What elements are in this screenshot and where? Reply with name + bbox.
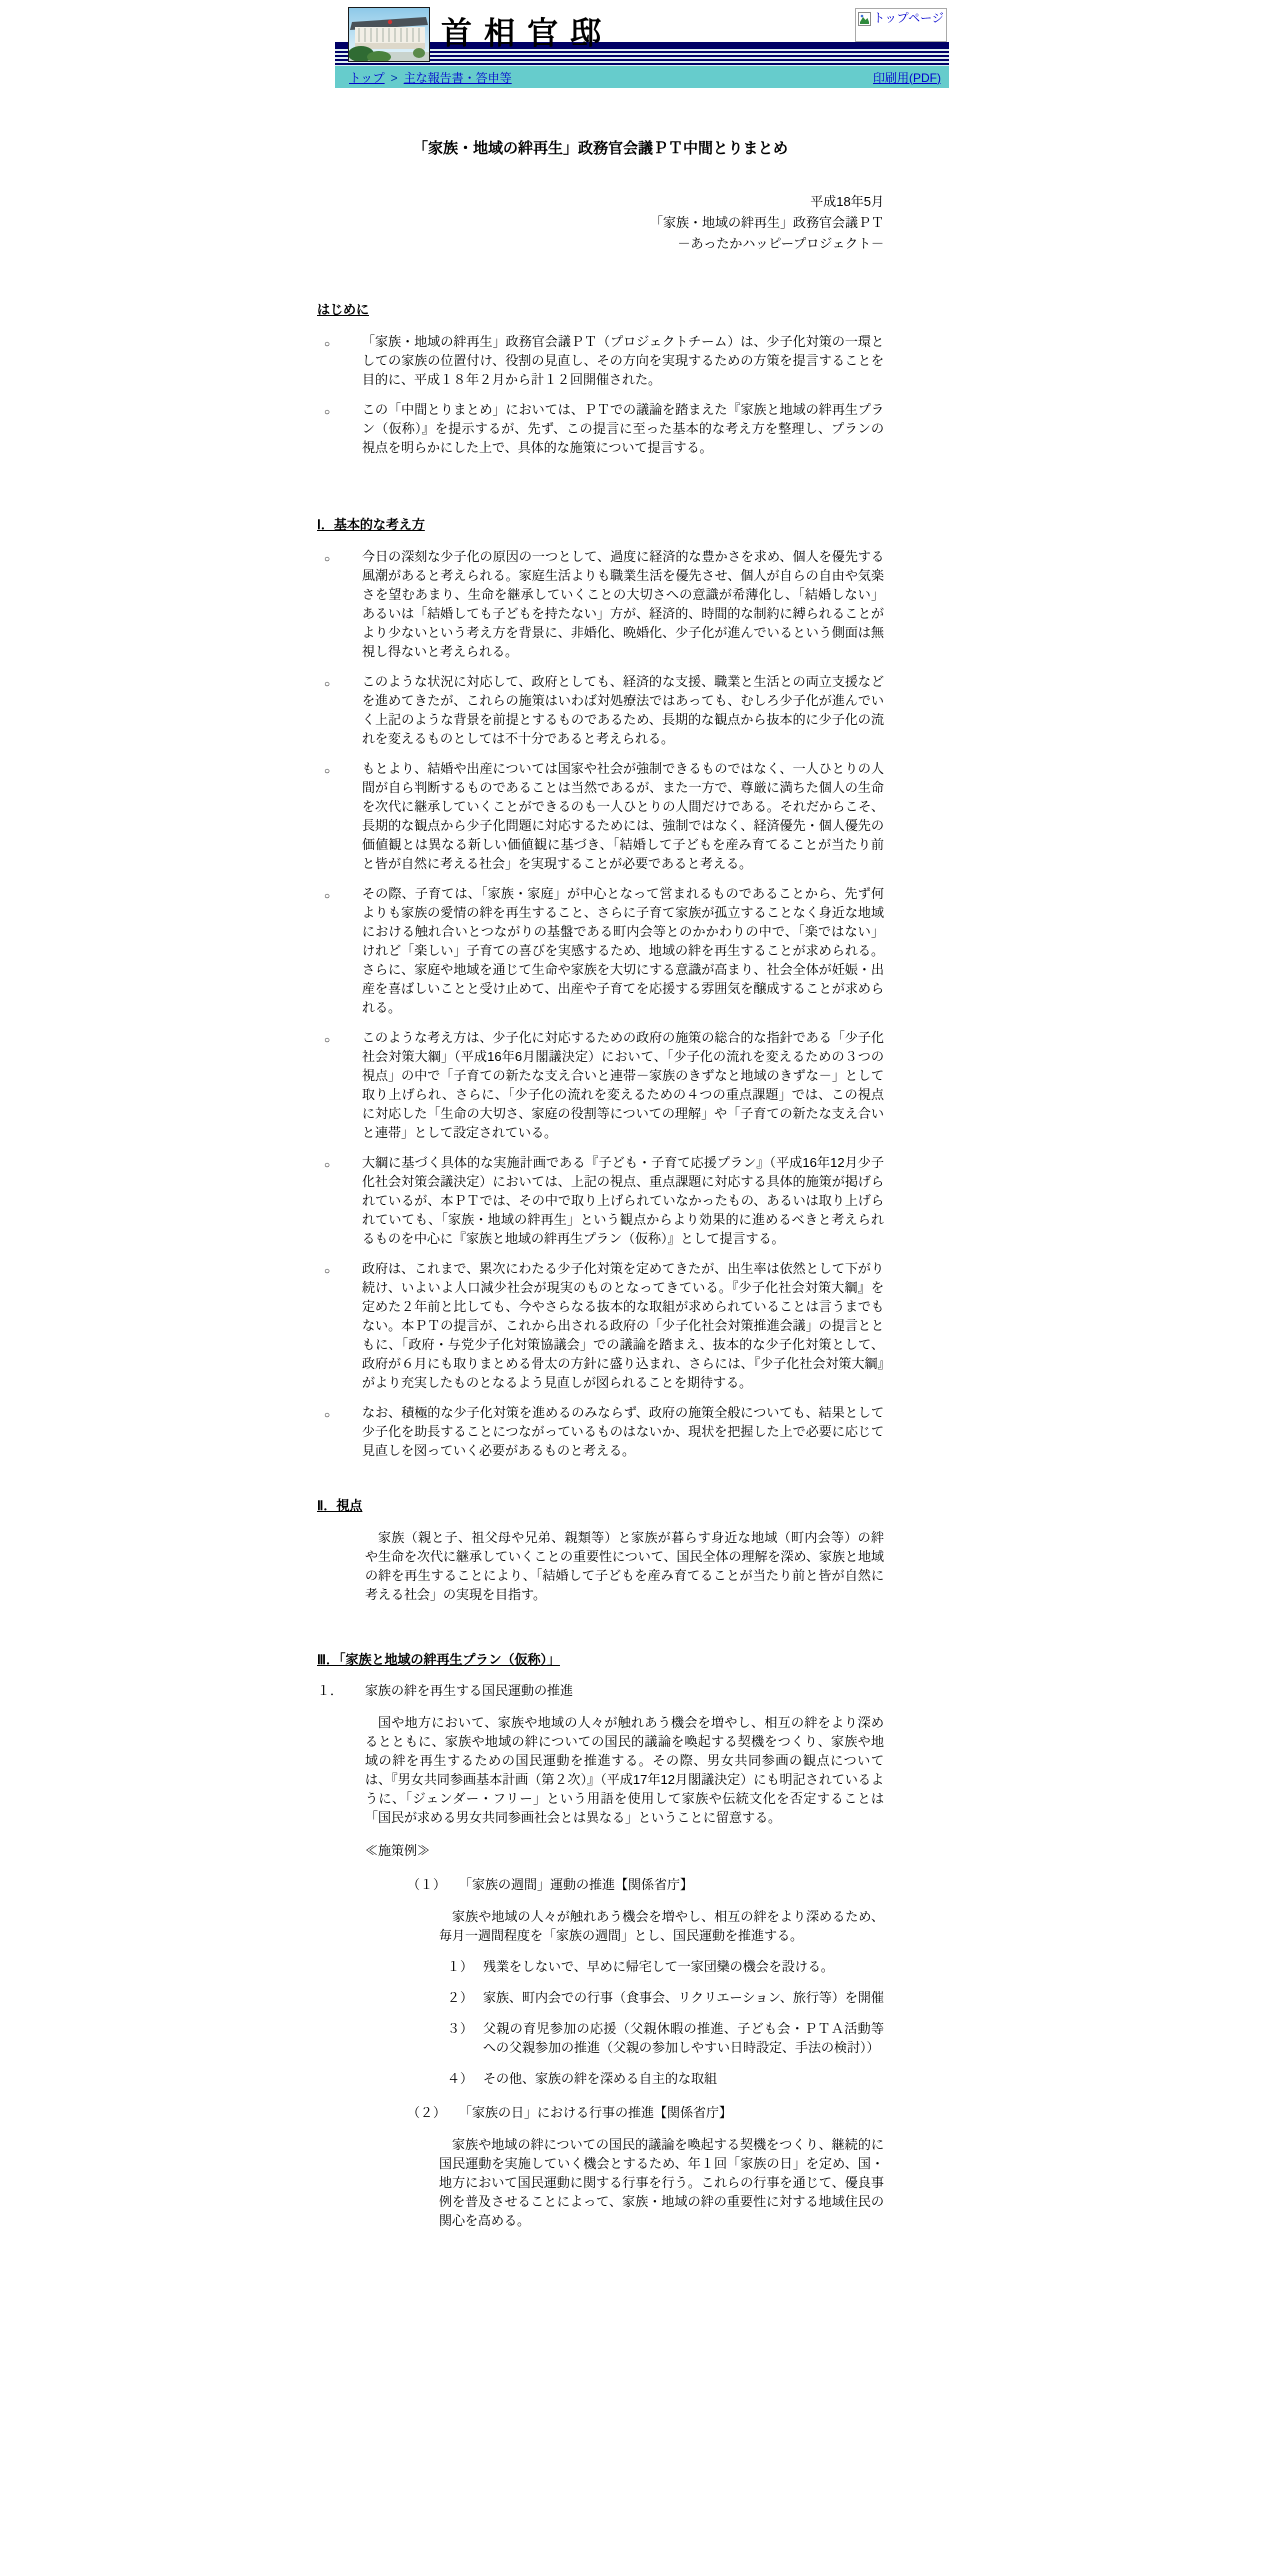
- example-2-number: （２）: [407, 2105, 447, 2120]
- list-item-number: １）: [447, 1959, 474, 1974]
- example-2-title: 「家族の日」における行事の推進【関係省庁】: [459, 2105, 733, 2120]
- list-item-text: 残業をしないで、早めに帰宅して一家団欒の機会を設ける。: [483, 1959, 834, 1974]
- example-1-paragraph: 家族や地域の人々が触れあう機会を増やし、相互の絆をより深めるため、毎月一週間程度を「家族の週間」とし、国民運動を推進する。: [439, 1909, 884, 1943]
- list-item-text: 父親の育児参加の応援（父親休暇の推進、子ども会・ＰＴＡ活動等への父親参加の推進（父親の参加しやすい日時設定、手法の検討））: [483, 2021, 884, 2055]
- bullet-marker: ○: [324, 339, 331, 350]
- byline: [317, 191, 884, 254]
- bullet-text: 「家族・地域の絆再生」政務官会議ＰＴ（プロジェクトチーム）は、少子化対策の一環としての家族の位置付け、役割の見直し、その方向を実現するための方策を提言することを目的に、平成１８年２月から計１２回開催された。: [362, 334, 884, 387]
- byline-author: 「家族・地域の絆再生」政務官会議ＰＴ: [649, 215, 884, 230]
- section3-item1-paragraph: 国や地方において、家族や地域の人々が触れあう機会を増やし、相互の絆をより深めるとともに、家族や地域の絆についての国民的議論を喚起する契機をつくり、家族や地域の絆を再生するための国民運動を推進する。その際、男女共同参画の観点については、『男女共同参画基本計画（第２次）』（平成17年12月閣議決定）にも明記されているように、「ジェンダー・フリー」という用語を使用して家族や伝統文化を否定することは「国民が求める男女共同参画社会とは異なる」ということに留意する。: [365, 1715, 884, 1825]
- examples-label: ≪施策例≫: [365, 1843, 431, 1858]
- bullet-marker: ○: [324, 766, 331, 777]
- example-1-list-item: [317, 1988, 884, 2007]
- bullet-marker: ○: [324, 1266, 331, 1277]
- kantei-building-photo: [349, 8, 429, 61]
- list-item-number: ４）: [447, 2071, 474, 2086]
- top-page-link[interactable]: [855, 8, 947, 42]
- example-2-paragraph: 家族や地域の絆についての国民的議論を喚起する契機をつくり、継続的に国民運動を実施していく機会とするため、年１回「家族の日」を定め、国・地方において国民運動に関する行事を行う。これらの行事を通じて、優良事例を普及させることによって、家族・地域の絆の重要性に対する地域住民の関心を高める。: [439, 2137, 884, 2228]
- bullet-marker: ○: [324, 891, 331, 902]
- bullet-text: もとより、結婚や出産については国家や社会が強制できるものではなく、一人ひとりの人間が自ら判断するものであることは当然であるが、また一方で、尊厳に満ちた個人の生命を次代に継承していくことができるのも一人ひとりの人間だけである。それだからこそ、長期的な観点から少子化問題に対応するためには、強制ではなく、経済優先・個人優先の価値観とは異なる新しい価値観に基づき、「結婚して子どもを産み育てることが当たり前と皆が自然に考える社会」を実現することが必要であると考える。: [362, 761, 884, 871]
- list-item-number: ２）: [447, 1990, 474, 2005]
- bullet-marker: ○: [324, 1035, 331, 1046]
- byline-project: －あったかハッピープロジェクト－: [677, 236, 884, 251]
- bullet-item: [317, 1259, 884, 1392]
- heading-section3: Ⅲ．「家族と地域の絆再生プラン（仮称）」: [317, 1652, 560, 1667]
- print-pdf-link[interactable]: 印刷用(PDF): [873, 70, 941, 85]
- bullet-marker: ○: [324, 1160, 331, 1171]
- example-1-list-item: [317, 2019, 884, 2057]
- bullet-item: [317, 332, 884, 389]
- section3-item1-number: １．: [317, 1683, 344, 1698]
- example-1-heading: [317, 1875, 884, 1894]
- breadcrumb-current-link[interactable]: 主な報告書・答申等: [403, 70, 512, 85]
- list-item-text: その他、家族の絆を深める自主的な取組: [483, 2071, 718, 2086]
- bullet-text: この「中間とりまとめ」においては、ＰＴでの議論を踏まえた『家族と地域の絆再生プラン（仮称）』を提示するが、先ず、この提言に至った基本的な考え方を整理し、プランの視点を明らかにした上で、具体的な施策について提言する。: [362, 402, 884, 455]
- example-1-number: （１）: [407, 1877, 447, 1892]
- example-1-list-item: [317, 1957, 884, 1976]
- bullet-item: [317, 1153, 884, 1248]
- example-1-title: 「家族の週間」運動の推進【関係省庁】: [459, 1877, 694, 1892]
- bullet-marker: ○: [324, 1410, 331, 1421]
- bullet-text: なお、積極的な少子化対策を進めるのみならず、政府の施策全般についても、結果として少子化を助長することにつながっているものはないか、現状を把握した上で必要に応じて見直しを図っていく必要があるものと考える。: [362, 1405, 884, 1458]
- site-title: 首相官邸: [441, 16, 613, 51]
- bullet-marker: ○: [324, 554, 331, 565]
- bullet-item: [317, 759, 884, 873]
- byline-date: 平成18年5月: [810, 194, 884, 209]
- breadcrumb-separator: >: [390, 70, 398, 85]
- bullet-text: 今日の深刻な少子化の原因の一つとして、過度に経済的な豊かさを求め、個人を優先する風潮があると考えられる。家庭生活よりも職業生活を優先させ、個人が自らの自由や気楽さを望むあまり、生命を継承していくことの大切さへの意識が希薄化し、「結婚しない」あるいは「結婚しても子どもを持たない」方が、経済的、時間的な制約に縛られることがより少ないという考え方を背景に、非婚化、晩婚化、少子化が進んでいるという側面は無視し得ないと考えられる。: [362, 549, 884, 659]
- heading-intro: はじめに: [317, 302, 370, 317]
- list-item-number: ３）: [447, 2021, 474, 2036]
- top-page-link-label[interactable]: トップページ: [873, 11, 944, 25]
- site-header: [335, 0, 949, 51]
- kantei-building-logo[interactable]: [348, 7, 430, 62]
- bullet-text: 政府は、これまで、累次にわたる少子化対策を定めてきたが、出生率は依然として下がり続け、いよいよ人口減少社会が現実のものとなってきている。『少子化社会対策大綱』を定めた２年前と比しても、今やさらなる抜本的な取組が求められていることは言うまでもない。本ＰＴの提言が、これから出される政府の「少子化社会対策推進会議」の提言とともに、「政府・与党少子化対策協議会」での議論を踏まえ、抜本的な少子化対策として、政府が６月にも取りまとめる骨太の方針に盛り込まれ、さらには、『少子化社会対策大綱』がより充実したものとなるよう見直しが図られることを期待する。: [362, 1261, 884, 1390]
- bullet-text: その際、子育ては、「家族・家庭」が中心となって営まれるものであることから、先ず何よりも家族の愛情の絆を再生すること、さらに子育て家族が孤立することなく身近な地域における触れ合いとつながりの基盤である町内会等とのかかわりの中で、「楽ではない」けれど「楽しい」子育ての喜びを実感するため、地域の絆を再生することが求められる。さらに、家庭や地域を通じて生命や家族を大切にする意識が高まり、社会全体が妊娠・出産を喜ばしいことと受け止めて、出産や子育てを応援する雰囲気を醸成することが求められる。: [362, 886, 884, 1015]
- heading-section2: Ⅱ．視点: [317, 1498, 363, 1513]
- bullet-item: [317, 547, 884, 661]
- page: [317, 0, 949, 2230]
- bullet-item: [317, 884, 884, 1017]
- bullet-item: [317, 1028, 884, 1142]
- bullet-marker: ○: [324, 407, 331, 418]
- bullet-item: [317, 1403, 884, 1460]
- bullet-text: このような考え方は、少子化に対応するための政府の施策の総合的な指針である「少子化社会対策大綱」（平成16年6月閣議決定）において、「少子化の流れを変えるための３つの視点」の中で「子育ての新たな支え合いと連帯－家族のきずなと地域のきずな－」として取り上げられ、さらに、「少子化の流れを変えるための４つの重点課題」では、この視点に対応した「生命の大切さ、家庭の役割等についての理解」や「子育ての新たな支え合いと連帯」として設定されている。: [362, 1030, 884, 1140]
- bullet-item: [317, 672, 884, 748]
- bullet-item: [317, 400, 884, 457]
- bullet-marker: ○: [324, 679, 331, 690]
- broken-image-icon: [858, 12, 871, 26]
- bullet-text: このような状況に対応して、政府としても、経済的な支援、職業と生活との両立支援などを進めてきたが、これらの施策はいわば対処療法ではあっても、むしろ少子化が進んでいく上記のような背景を前提とするものであるため、長期的な観点から抜本的に少子化の流れを変えるものとしては不十分であると考えられる。: [362, 674, 884, 746]
- section2-paragraph: 家族（親と子、祖父母や兄弟、親類等）と家族が暮らす身近な地域（町内会等）の絆や生命を次代に継承していくことの重要性について、国民全体の理解を深め、家族と地域の絆を再生することにより、「結婚して子どもを産み育てることが当たり前と皆が自然に考える社会」の実現を目指す。: [365, 1530, 884, 1602]
- list-item-text: 家族、町内会での行事（食事会、リクリエーション、旅行等）を開催: [483, 1990, 884, 2005]
- example-1-list-item: [317, 2069, 884, 2088]
- breadcrumb: [349, 69, 512, 86]
- document-body: [317, 139, 884, 2230]
- document-title: 「家族・地域の絆再生」政務官会議ＰＴ中間とりまとめ: [412, 140, 788, 157]
- breadcrumb-bar: [335, 66, 949, 88]
- heading-section1: Ⅰ．基本的な考え方: [317, 517, 425, 532]
- section3-item1-heading: [317, 1681, 884, 1700]
- section3-item1-title: 家族の絆を再生する国民運動の推進: [365, 1683, 574, 1698]
- example-2-heading: [317, 2103, 884, 2122]
- bullet-text: 大綱に基づく具体的な実施計画である『子ども・子育て応援プラン』（平成16年12月少子化社会対策会議決定）においては、上記の視点、重点課題に対応する具体的施策が掲げられているが、本ＰＴでは、その中で取り上げられていなかったもの、あるいは取り上げられていても、「家族・地域の絆再生」という観点からより効果的に進めるべきと考えられるものを中心に『家族と地域の絆再生プラン（仮称）』として提言する。: [362, 1155, 884, 1246]
- breadcrumb-home-link[interactable]: トップ: [349, 70, 385, 85]
